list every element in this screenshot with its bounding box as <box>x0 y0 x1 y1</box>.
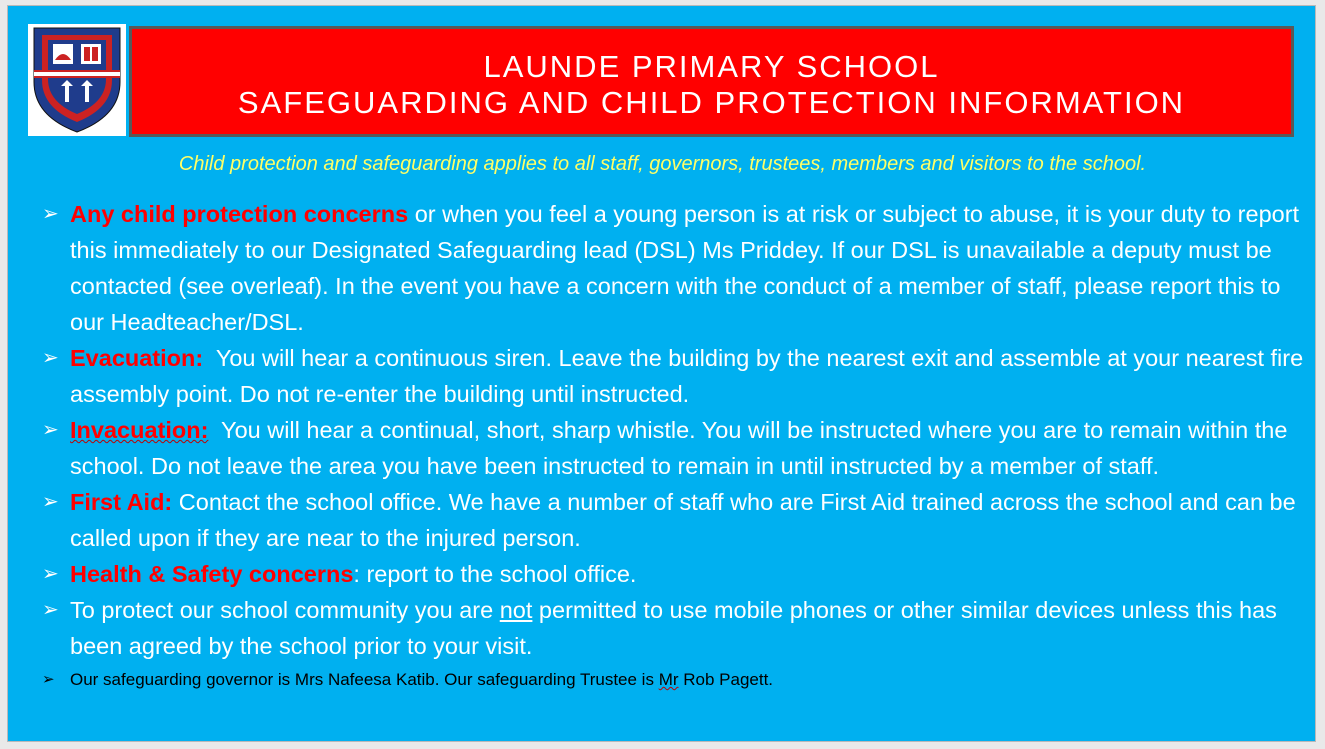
health-safety-heading: Health & Safety concerns <box>70 561 354 587</box>
page-title: SAFEGUARDING AND CHILD PROTECTION INFORMATION <box>237 85 1186 120</box>
info-list <box>42 196 1310 696</box>
list-item-first-aid <box>42 484 1304 556</box>
invacuation-text: You will hear a continual, short, sharp whistle. You will be instructed where you are to remain within the school. Do not leave the area you have been instructed to remain in until instructed by a member of staff. <box>70 417 1294 479</box>
arrow-bullet-icon: ➢ <box>42 599 59 621</box>
header-banner <box>129 26 1294 137</box>
list-item-phones <box>42 592 1304 664</box>
evacuation-text: You will hear a continuous siren. Leave the building by the nearest exit and assemble at your nearest fire assembly point. Do not re-enter the building until instructed. <box>70 345 1310 407</box>
evacuation-heading: Evacuation: <box>70 345 204 371</box>
concerns-heading: Any child protection concerns <box>70 201 409 227</box>
subtitle: Child protection and safeguarding applies to all staff, governors, trustees, members and visitors to the school. <box>178 153 1147 175</box>
list-item-evacuation <box>42 340 1310 412</box>
slide <box>7 5 1316 742</box>
list-item-invacuation <box>42 412 1304 484</box>
arrow-bullet-icon: ➢ <box>42 347 59 369</box>
first-aid-text: Contact the school office. We have a number of staff who are First Aid trained across the school and can be called upon if they are near to the injured person. <box>70 489 1296 551</box>
list-item-concerns <box>42 196 1304 340</box>
governor-text-a: Our safeguarding governor is Mrs Nafeesa Katib. Our safeguarding Trustee is <box>70 670 659 689</box>
list-item-governor <box>42 664 1304 696</box>
school-crest-icon <box>28 24 126 136</box>
first-aid-heading: First Aid: <box>70 489 173 515</box>
phones-text-a: To protect our school community you are <box>70 597 500 623</box>
phones-text-b: permitted to use mobile phones or other similar devices unless this has been agreed by the school prior to your visit. <box>70 597 1277 659</box>
arrow-bullet-icon: ➢ <box>42 419 59 441</box>
list-item-health-safety <box>42 556 1304 592</box>
arrow-bullet-icon: ➢ <box>42 203 59 225</box>
arrow-bullet-icon: ➢ <box>42 671 55 688</box>
arrow-bullet-icon: ➢ <box>42 563 59 585</box>
health-safety-text: : report to the school office. <box>353 561 637 587</box>
school-name: LAUNDE PRIMARY SCHOOL <box>483 49 940 84</box>
concerns-text: or when you feel a young person is at risk or subject to abuse, it is your duty to report this immediately to our Designated Safeguarding lead (DSL) Ms Priddey. If our DSL is unavailable a deputy must be contacted (see overleaf). In the event you have a concern with the conduct of a member of staff, please report this to our Headteacher/DSL. <box>70 201 1300 335</box>
invacuation-heading: Invacuation: <box>70 417 209 443</box>
phones-emphasis: not <box>499 597 533 623</box>
arrow-bullet-icon: ➢ <box>42 491 59 513</box>
governor-text-b: Rob Pagett. <box>678 670 774 689</box>
governor-mr: Mr <box>658 670 679 689</box>
